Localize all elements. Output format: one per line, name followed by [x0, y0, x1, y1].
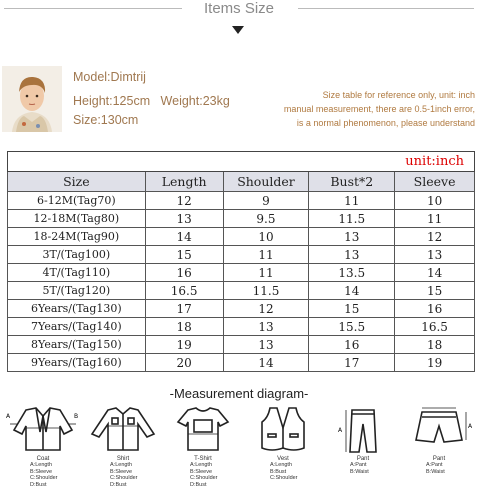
- column-header: Shoulder: [223, 172, 309, 192]
- legend-item: B:Bust: [270, 468, 287, 475]
- garment-legend: [190, 462, 218, 488]
- bust-cell: 13: [309, 228, 395, 246]
- sleeve-cell: 11: [395, 210, 475, 228]
- section-title: Items Size: [203, 0, 275, 17]
- unit-row: [8, 152, 475, 172]
- model-photo: [2, 66, 62, 132]
- sleeve-cell: 15: [395, 282, 475, 300]
- sleeve-cell: 14: [395, 264, 475, 282]
- legend-item: B:Waist: [426, 468, 445, 475]
- note-line: manual measurement, there are 0.5-1inch error,: [283, 104, 475, 114]
- column-header: Size: [8, 172, 146, 192]
- bust-cell: 11: [309, 192, 395, 210]
- legend-item: A:Length: [30, 462, 53, 468]
- bust-cell: 15.5: [309, 318, 395, 336]
- size-cell: 5T/(Tag120): [8, 282, 146, 300]
- model-name: Model:Dimtrij: [73, 70, 146, 84]
- legend-item: D:Bust: [190, 481, 207, 488]
- legend-item: B:Sleeve: [110, 468, 133, 475]
- legend-item: A:Length: [110, 462, 133, 468]
- bust-cell: 13: [309, 246, 395, 264]
- legend-item: A:Length: [270, 462, 293, 468]
- table-row: [8, 282, 475, 300]
- legend-item: B:Sleeve: [190, 468, 213, 475]
- garment-legend: [110, 462, 138, 488]
- shirt-icon: [84, 404, 162, 456]
- shoulder-cell: 14: [223, 354, 309, 372]
- legend-item: D:Bust: [110, 481, 127, 488]
- table-row: [8, 246, 475, 264]
- length-cell: 20: [145, 354, 223, 372]
- length-cell: 19: [145, 336, 223, 354]
- shoulder-cell: 9.5: [223, 210, 309, 228]
- coat-icon: [4, 404, 82, 456]
- length-cell: 16: [145, 264, 223, 282]
- bust-cell: 14: [309, 282, 395, 300]
- garment-name: Pant: [356, 456, 370, 462]
- caret-down-icon: [232, 26, 244, 34]
- shoulder-cell: 11.5: [223, 282, 309, 300]
- size-cell: 18-24M(Tag90): [8, 228, 146, 246]
- measurement-diagram: [4, 404, 476, 488]
- size-table: [7, 151, 475, 372]
- bust-cell: 17: [309, 354, 395, 372]
- note-line: Size table for reference only, unit: inch: [322, 90, 475, 100]
- bust-cell: 16: [309, 336, 395, 354]
- vest-diagram: [244, 404, 322, 488]
- shoulder-cell: 13: [223, 336, 309, 354]
- garment-legend: [30, 462, 58, 488]
- vest-icon: [244, 404, 322, 456]
- shoulder-cell: 10: [223, 228, 309, 246]
- shoulder-cell: 11: [223, 246, 309, 264]
- size-cell: 6-12M(Tag70): [8, 192, 146, 210]
- pant-icon: [324, 404, 402, 456]
- length-cell: 17: [145, 300, 223, 318]
- sleeve-cell: 13: [395, 246, 475, 264]
- svg-text:A: A: [468, 423, 473, 430]
- sleeve-cell: 19: [395, 354, 475, 372]
- model-measurements: [73, 94, 230, 108]
- column-header: Length: [145, 172, 223, 192]
- size-cell: 3T/(Tag100): [8, 246, 146, 264]
- table-row: [8, 300, 475, 318]
- pant-diagram: [324, 404, 402, 488]
- model-size: Size:130cm: [73, 113, 139, 127]
- garment-name: Coat: [36, 456, 50, 462]
- model-weight: Weight:23kg: [160, 94, 230, 108]
- legend-item: C:Shoulder: [270, 475, 298, 481]
- svg-text:A: A: [338, 427, 343, 434]
- shoulder-cell: 11: [223, 264, 309, 282]
- header-divider-right: [298, 8, 474, 9]
- sleeve-cell: 18: [395, 336, 475, 354]
- size-cell: 8Years/(Tag150): [8, 336, 146, 354]
- length-cell: 12: [145, 192, 223, 210]
- shoulder-cell: 13: [223, 318, 309, 336]
- garment-name: Pant: [432, 456, 446, 462]
- bust-cell: 13.5: [309, 264, 395, 282]
- length-cell: 14: [145, 228, 223, 246]
- size-cell: 4T/(Tag110): [8, 264, 146, 282]
- svg-text:B: B: [74, 413, 79, 420]
- table-row: [8, 210, 475, 228]
- length-cell: 13: [145, 210, 223, 228]
- sleeve-cell: 16.5: [395, 318, 475, 336]
- size-cell: 6Years/(Tag130): [8, 300, 146, 318]
- section-header: [0, 0, 478, 40]
- tshirt-icon: [164, 404, 242, 456]
- legend-item: B:Sleeve: [30, 468, 53, 475]
- note-line: is a normal phenomenon, please understand: [296, 118, 475, 128]
- garment-name: T-Shirt: [194, 456, 212, 462]
- shoulder-cell: 12: [223, 300, 309, 318]
- table-header-row: [8, 172, 475, 192]
- bust-cell: 15: [309, 300, 395, 318]
- legend-item: C:Shoulder: [110, 475, 138, 481]
- length-cell: 15: [145, 246, 223, 264]
- length-cell: 16.5: [145, 282, 223, 300]
- legend-item: C:Shoulder: [190, 475, 218, 481]
- legend-item: A:Pant: [426, 462, 443, 468]
- legend-item: B:Waist: [350, 468, 369, 475]
- size-cell: 12-18M(Tag80): [8, 210, 146, 228]
- garment-legend: [270, 462, 298, 482]
- table-row: [8, 336, 475, 354]
- legend-item: D:Bust: [30, 481, 47, 488]
- tshirt-diagram: [164, 404, 242, 488]
- shoulder-cell: 9: [223, 192, 309, 210]
- sleeve-cell: 16: [395, 300, 475, 318]
- table-row: [8, 192, 475, 210]
- table-row: [8, 228, 475, 246]
- table-row: [8, 264, 475, 282]
- table-row: [8, 318, 475, 336]
- size-cell: 9Years/(Tag160): [8, 354, 146, 372]
- garment-name: Vest: [277, 456, 289, 462]
- column-header: Sleeve: [395, 172, 475, 192]
- legend-item: A:Length: [190, 462, 213, 468]
- shorts-diagram: [400, 404, 478, 488]
- unit-label: unit:inch: [8, 152, 475, 172]
- sleeve-cell: 10: [395, 192, 475, 210]
- size-cell: 7Years/(Tag140): [8, 318, 146, 336]
- garment-legend: [426, 462, 445, 475]
- bust-cell: 11.5: [309, 210, 395, 228]
- length-cell: 18: [145, 318, 223, 336]
- shirt-diagram: [84, 404, 162, 488]
- svg-text:A: A: [6, 413, 11, 420]
- shorts-icon: [400, 404, 478, 456]
- table-row: [8, 354, 475, 372]
- legend-item: A:Pant: [350, 462, 367, 468]
- garment-legend: [350, 462, 369, 475]
- size-note: [235, 88, 475, 130]
- coat-diagram: [4, 404, 82, 488]
- sleeve-cell: 12: [395, 228, 475, 246]
- column-header: Bust*2: [309, 172, 395, 192]
- model-height: Height:125cm: [73, 94, 151, 108]
- garment-name: Shirt: [116, 456, 130, 462]
- legend-item: C:Shoulder: [30, 475, 58, 481]
- measurement-diagram-title: -Measurement diagram-: [169, 386, 309, 401]
